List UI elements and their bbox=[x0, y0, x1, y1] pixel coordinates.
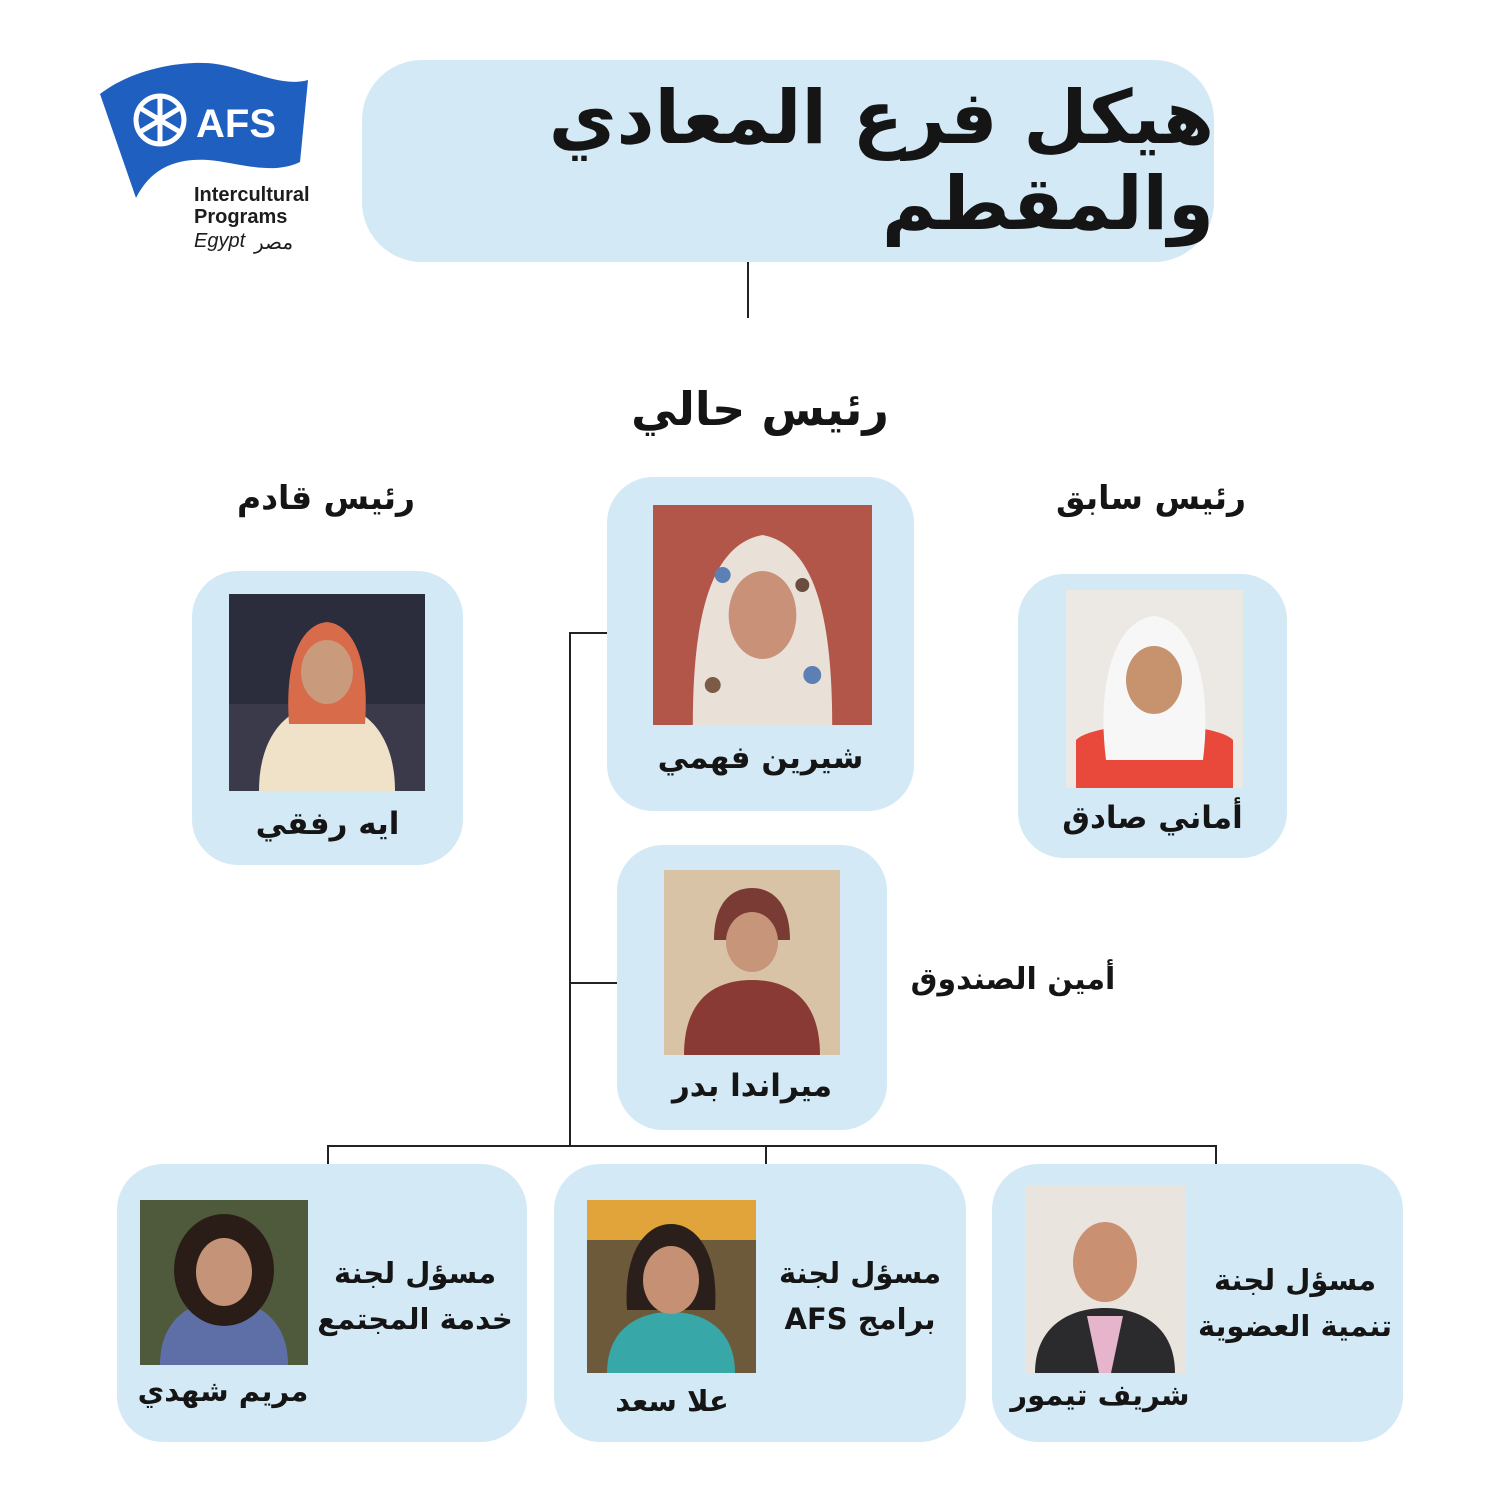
community-role bbox=[315, 1250, 515, 1342]
committee-bar bbox=[327, 1145, 1217, 1147]
incoming-president-name: ايه رفقي bbox=[255, 806, 400, 842]
logo-line2: Programs bbox=[194, 206, 288, 228]
membership-role-line1: مسؤل لجنة bbox=[1213, 1263, 1377, 1297]
membership-lead-name: شريف تيمور bbox=[1010, 1378, 1190, 1412]
membership-lead-photo bbox=[1025, 1186, 1186, 1373]
spine-line bbox=[569, 632, 571, 1146]
treasurer-branch bbox=[569, 982, 617, 984]
logo-country-ar: مصر bbox=[254, 232, 294, 254]
heading-previous-president: رئيس سابق bbox=[1056, 478, 1246, 517]
community-lead-photo bbox=[140, 1200, 308, 1365]
programs-role bbox=[760, 1250, 960, 1342]
previous-president-name: أماني صادق bbox=[1062, 800, 1243, 836]
programs-lead-name: علا سعد bbox=[615, 1384, 729, 1418]
community-role-line1: مسؤل لجنة bbox=[333, 1256, 497, 1290]
previous-president-photo bbox=[1066, 590, 1243, 788]
current-president-photo bbox=[653, 505, 872, 725]
community-lead-name: مريم شهدي bbox=[137, 1374, 309, 1408]
incoming-president-photo bbox=[229, 594, 425, 791]
heading-current-president: رئيس حالي bbox=[631, 382, 889, 436]
heading-treasurer: أمين الصندوق bbox=[910, 962, 1116, 997]
membership-role bbox=[1190, 1257, 1400, 1349]
logo-line1: Intercultural bbox=[194, 184, 310, 206]
president-branch bbox=[569, 632, 609, 634]
afs-brand-text: AFS bbox=[196, 102, 276, 146]
title-connector bbox=[747, 262, 749, 318]
community-role-line2: خدمة المجتمع bbox=[317, 1302, 513, 1336]
treasurer-name: ميراندا بدر bbox=[671, 1068, 833, 1104]
membership-role-line2: تنمية العضوية bbox=[1197, 1309, 1393, 1343]
title-box bbox=[362, 60, 1214, 262]
afs-flag-icon bbox=[96, 58, 326, 198]
afs-logo bbox=[96, 58, 326, 258]
programs-lead-photo bbox=[587, 1200, 756, 1373]
programs-role-line1: مسؤل لجنة bbox=[778, 1256, 942, 1290]
heading-incoming-president: رئيس قادم bbox=[236, 478, 416, 517]
programs-role-line2: برامج AFS bbox=[784, 1302, 936, 1336]
current-president-name: شيرين فهمي bbox=[657, 740, 864, 776]
logo-country-en: Egypt bbox=[194, 230, 246, 252]
page-title: هيكل فرع المعادي والمقطم bbox=[548, 75, 1214, 247]
treasurer-photo bbox=[664, 870, 840, 1055]
